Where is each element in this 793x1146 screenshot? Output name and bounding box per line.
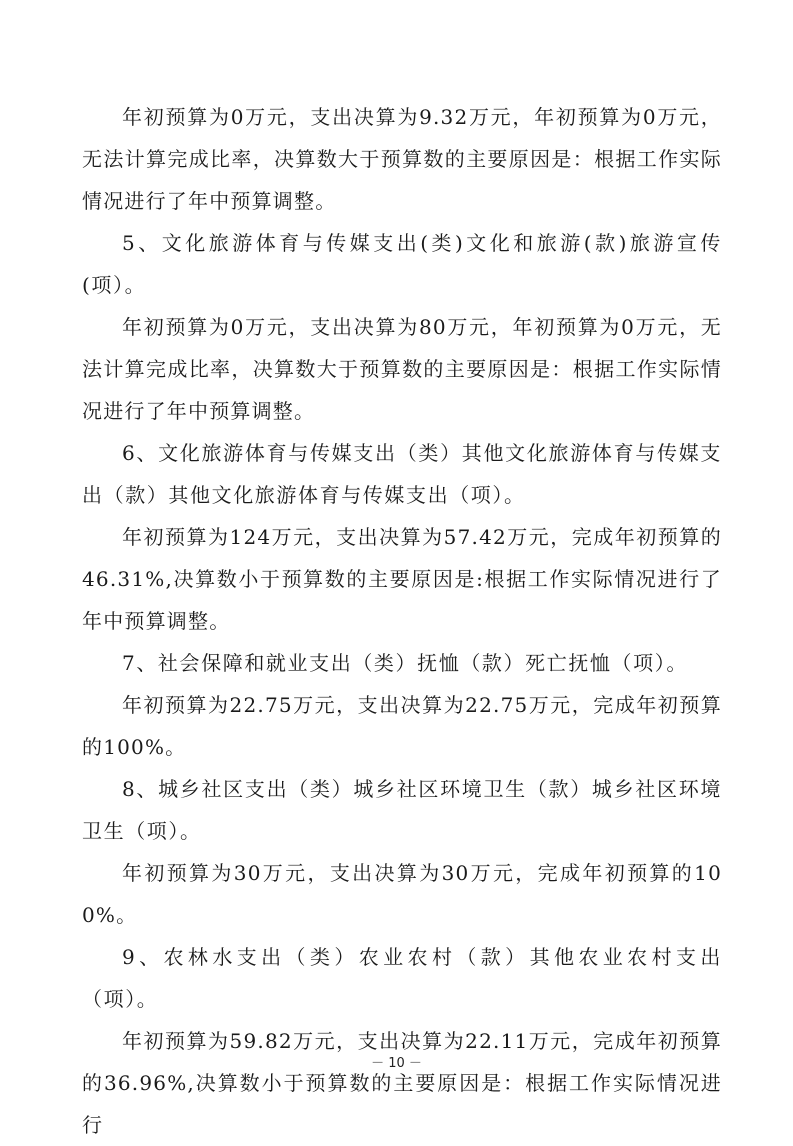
item-heading-7: 7、社会保障和就业支出（类）抚恤（款）死亡抚恤（项）。 xyxy=(122,651,688,675)
paragraph-budget-note-5: 年初预算为0万元，支出决算为80万元，年初预算为0万元，无法计算完成比率，决算数大于预算数的主要原因是：根据工作实际情况进行了年中预算调整。 xyxy=(82,315,722,423)
document-body xyxy=(82,96,722,1146)
paragraph-budget-note-8: 年初预算为30万元，支出决算为30万元，完成年初预算的100%。 xyxy=(82,861,722,927)
item-heading-8: 8、城乡社区支出（类）城乡社区环境卫生（款）城乡社区环境卫生（项）。 xyxy=(82,777,722,843)
item-heading-5: 5、文化旅游体育与传媒支出(类)文化和旅游(款)旅游宣传(项）。 xyxy=(82,231,722,297)
item-heading-9: 9、农林水支出（类）农业农村（款）其他农业农村支出（项）。 xyxy=(82,945,722,1011)
paragraph-budget-note-9: 年初预算为59.82万元，支出决算为22.11万元，完成年初预算的36.96%,决算数小于预算数的主要原因是：根据工作实际情况进行 xyxy=(82,1029,722,1137)
paragraph-budget-note-6: 年初预算为124万元，支出决算为57.42万元，完成年初预算的46.31%,决算数小于预算数的主要原因是:根据工作实际情况进行了年中预算调整。 xyxy=(82,525,722,633)
paragraph-budget-note-7: 年初预算为22.75万元，支出决算为22.75万元，完成年初预算的100%。 xyxy=(82,693,722,759)
item-heading-6: 6、文化旅游体育与传媒支出（类）其他文化旅游体育与传媒支出（款）其他文化旅游体育与传媒支出（项）。 xyxy=(82,441,722,507)
paragraph-budget-note-1: 年初预算为0万元，支出决算为9.32万元，年初预算为0万元，无法计算完成比率，决算数大于预算数的主要原因是：根据工作实际情况进行了年中预算调整。 xyxy=(82,105,722,213)
page-number: － 10 － xyxy=(371,1056,422,1071)
